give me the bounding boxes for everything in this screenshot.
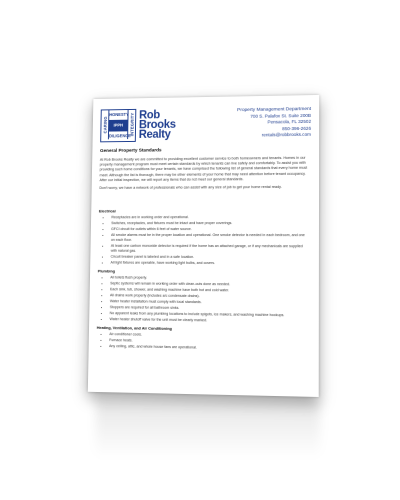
company-name: Rob Brooks Realty	[138, 109, 176, 141]
bullet-list	[98, 214, 309, 267]
section-hvac	[96, 325, 308, 352]
list-item: • All toilets flush properly.	[110, 274, 308, 281]
phone-number: 850-396-2626	[282, 125, 312, 131]
bullet-list	[96, 331, 308, 352]
intro-paragraph: At Rob Brooks Realty we are committed to providing excellent customer service to both homeowners and tenants. Homes in our property management program must meet certain standards by which tenants can live safely and comfortably. To assist you with providing such home conditions for your tenants, we have comprised the following list of general standards that every home must meet. Although the list is thorough, there may be other elements of your home that may need attention before tenant occupancy. After our initial inspection, we will report any items that do not meet our general standards.	[99, 155, 308, 182]
list-item: • Septic systems will remain in working order with clean-outs done as needed.	[110, 280, 308, 288]
list-item: • Each sink, tub, shower, and washing machine have both hot and cold water.	[110, 286, 309, 294]
list-item: • No apparent leaks from any plumbing locations to include spigots, ice makers, and washing machine hookups.	[110, 310, 309, 318]
page-shadow	[96, 398, 320, 458]
section-electrical	[98, 208, 309, 267]
section-heading: Electrical	[98, 208, 116, 214]
document-title: General Property Standards	[99, 148, 162, 154]
list-item: • Receptacles are in working order and operational.	[111, 214, 308, 220]
logo-middle: IPPH	[109, 121, 127, 132]
city-state: Pensacola, FL 32502	[267, 119, 312, 125]
list-item: • Circuit breaker panel is labeled and in a safe location.	[111, 254, 309, 261]
logo-integrity: INTEGRITY	[127, 110, 135, 139]
list-item: • Water heater shutoff valve for the unit must be clearly marked.	[110, 316, 309, 325]
list-item: • All drains work properly (includes a/c condensate drains).	[110, 292, 309, 300]
logo-honesty: HONESTY	[109, 110, 127, 121]
logo-diligence: DILIGENCE	[108, 133, 131, 139]
company-address	[237, 107, 311, 139]
bullet-list	[97, 274, 309, 324]
section-plumbing	[97, 268, 309, 324]
list-item: • All smoke alarms must be in the proper location and operational. One smoke detector is needed in each bedroom, and one on each floor.	[111, 232, 309, 243]
list-item: • At least one carbon monoxide detector is required if the home has an attached garage, or if any mechanicals are supplied with natural gas.	[111, 243, 309, 255]
list-item: • Water heater installation must comply with local standards.	[110, 298, 309, 306]
standards-sections	[96, 205, 308, 353]
logo-badge	[100, 109, 136, 142]
list-item: • GFCI circuit for outlets within 6 feet of water source.	[111, 226, 309, 232]
company-logo	[100, 108, 176, 142]
logo-stack	[108, 110, 131, 141]
list-item: • Air conditioner cools.	[109, 331, 308, 340]
intro-paragraph: Don't worry, we have a network of professionals who can assist with any size of job to get your home rental ready.	[99, 184, 282, 190]
list-item: • Furnace heats.	[109, 337, 308, 346]
intro-text	[99, 156, 309, 194]
street-address: 700 S. Palafox St. Suite 200B	[250, 113, 312, 120]
section-heading: Heating, Ventilation, and Air Conditioning	[96, 324, 172, 331]
department-name: Property Management Department	[237, 106, 312, 114]
list-item: • Stoppers are required for all bathroom sinks.	[110, 304, 309, 312]
email-address: rentals@robbrooks.com	[261, 131, 312, 138]
section-heading: Plumbing	[97, 268, 116, 274]
document-page	[88, 95, 319, 397]
letterhead	[100, 104, 311, 146]
logo-caring: CARING	[101, 110, 109, 139]
list-item: • All light fixtures are operable, have working light bulbs, and covers.	[111, 260, 309, 267]
list-item: • Any ceiling, attic, and whole house fans are operational.	[109, 343, 308, 352]
list-item: • Switches, receptacles, and fixtures must be intact and have proper coverings.	[111, 220, 309, 226]
